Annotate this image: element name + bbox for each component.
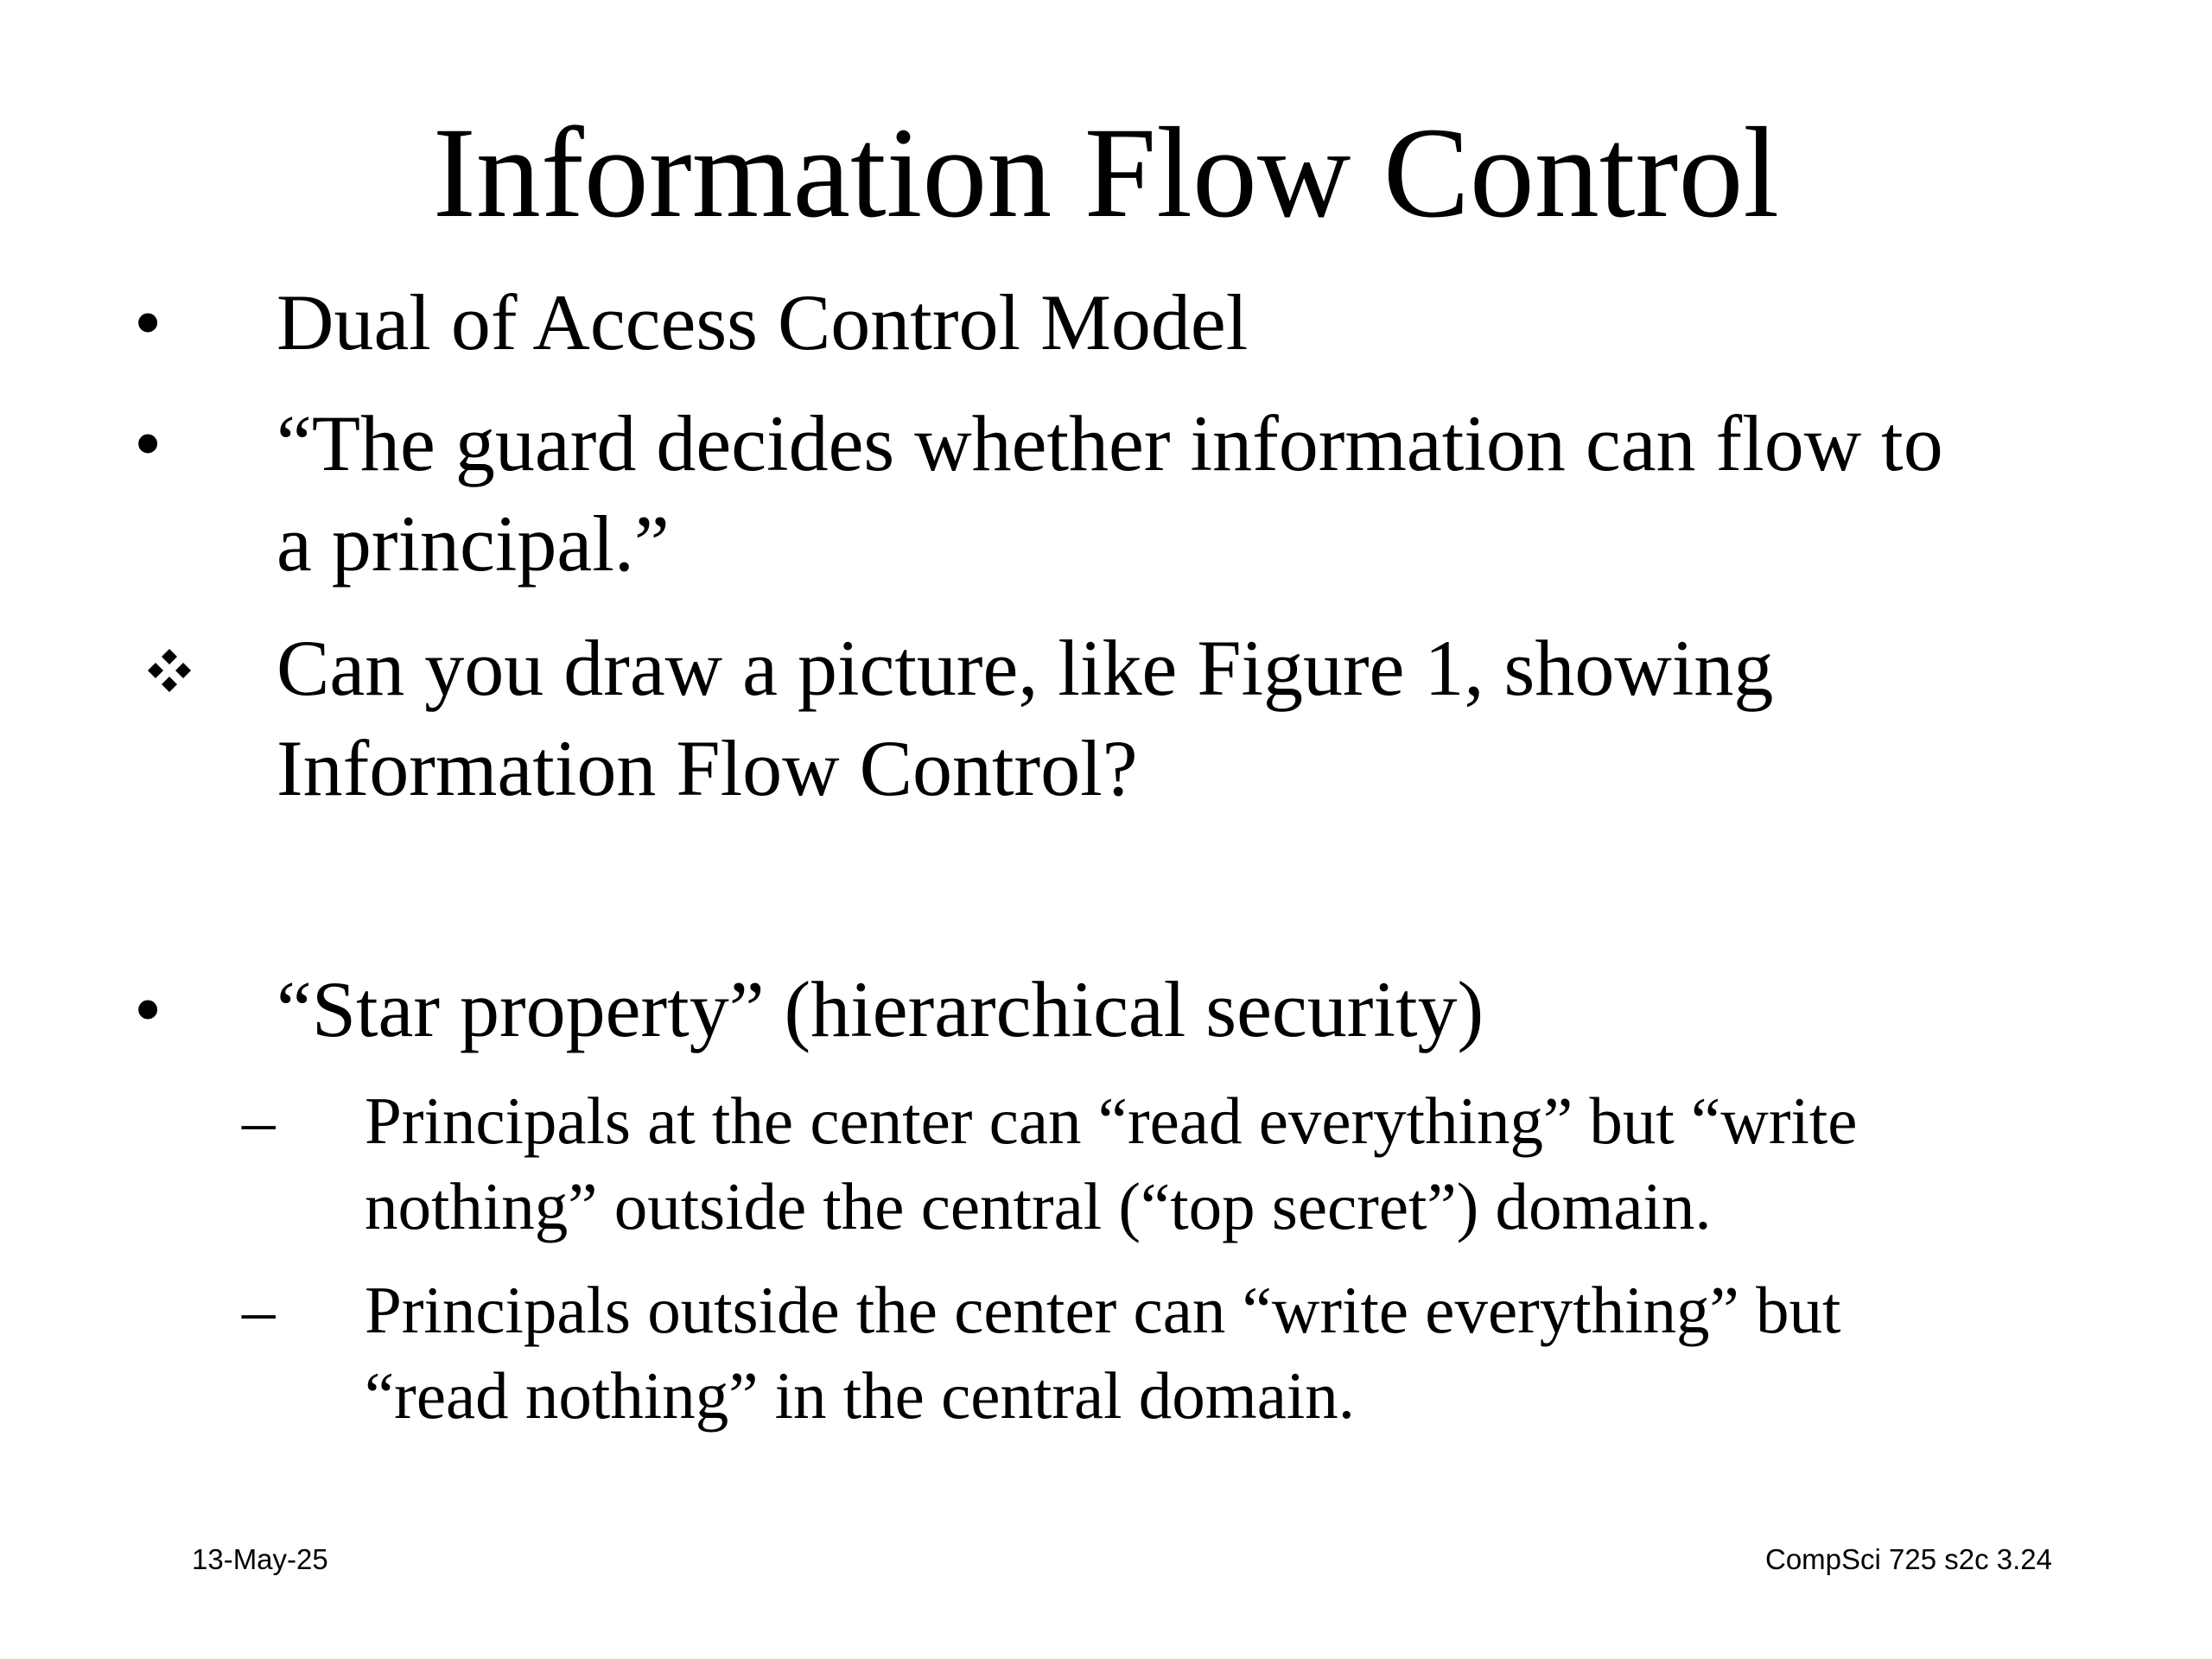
sub-bullet-text: nothing” outside the central (“top secret”) domain. bbox=[365, 1169, 1712, 1243]
bullet-text: “Star property” (hierarchical security) bbox=[276, 965, 1484, 1053]
bullet-text: Can you draw a picture, like Figure 1, showing bbox=[276, 624, 1774, 712]
sub-bullet-text: Principals outside the center can “write everything” but bbox=[365, 1273, 1841, 1347]
bullet-text: Dual of Access Control Model bbox=[276, 278, 1249, 366]
bullet-text: a principal.” bbox=[276, 499, 670, 588]
sub-bullet-marker: – bbox=[242, 1273, 276, 1347]
bullet-item bbox=[276, 272, 1248, 372]
bullet-text: Information Flow Control? bbox=[276, 724, 1138, 812]
sub-bullet-marker: – bbox=[242, 1084, 276, 1158]
bullet-marker: • bbox=[134, 278, 162, 366]
sub-bullet-item bbox=[365, 1268, 1840, 1439]
sub-bullet-text: “read nothing” in the central domain. bbox=[365, 1358, 1356, 1433]
bullet-marker: • bbox=[134, 399, 162, 487]
sub-bullet-item bbox=[365, 1078, 1857, 1249]
footer-course-page: CompSci 725 s2c 3.24 bbox=[1764, 1543, 2052, 1575]
footer-date: 13-May-25 bbox=[192, 1543, 328, 1575]
sub-bullet-text: Principals at the center can “read everything” but “write bbox=[365, 1084, 1858, 1158]
bullet-marker: • bbox=[134, 965, 162, 1053]
bullet-item bbox=[276, 959, 1484, 1059]
bullet-text: “The guard decides whether information can flow to bbox=[276, 399, 1943, 487]
bullet-item bbox=[276, 393, 1943, 594]
slide-title: Information Flow Control bbox=[432, 101, 1780, 245]
diamond-bullet-icon bbox=[137, 618, 206, 718]
bullet-item bbox=[276, 618, 1773, 818]
